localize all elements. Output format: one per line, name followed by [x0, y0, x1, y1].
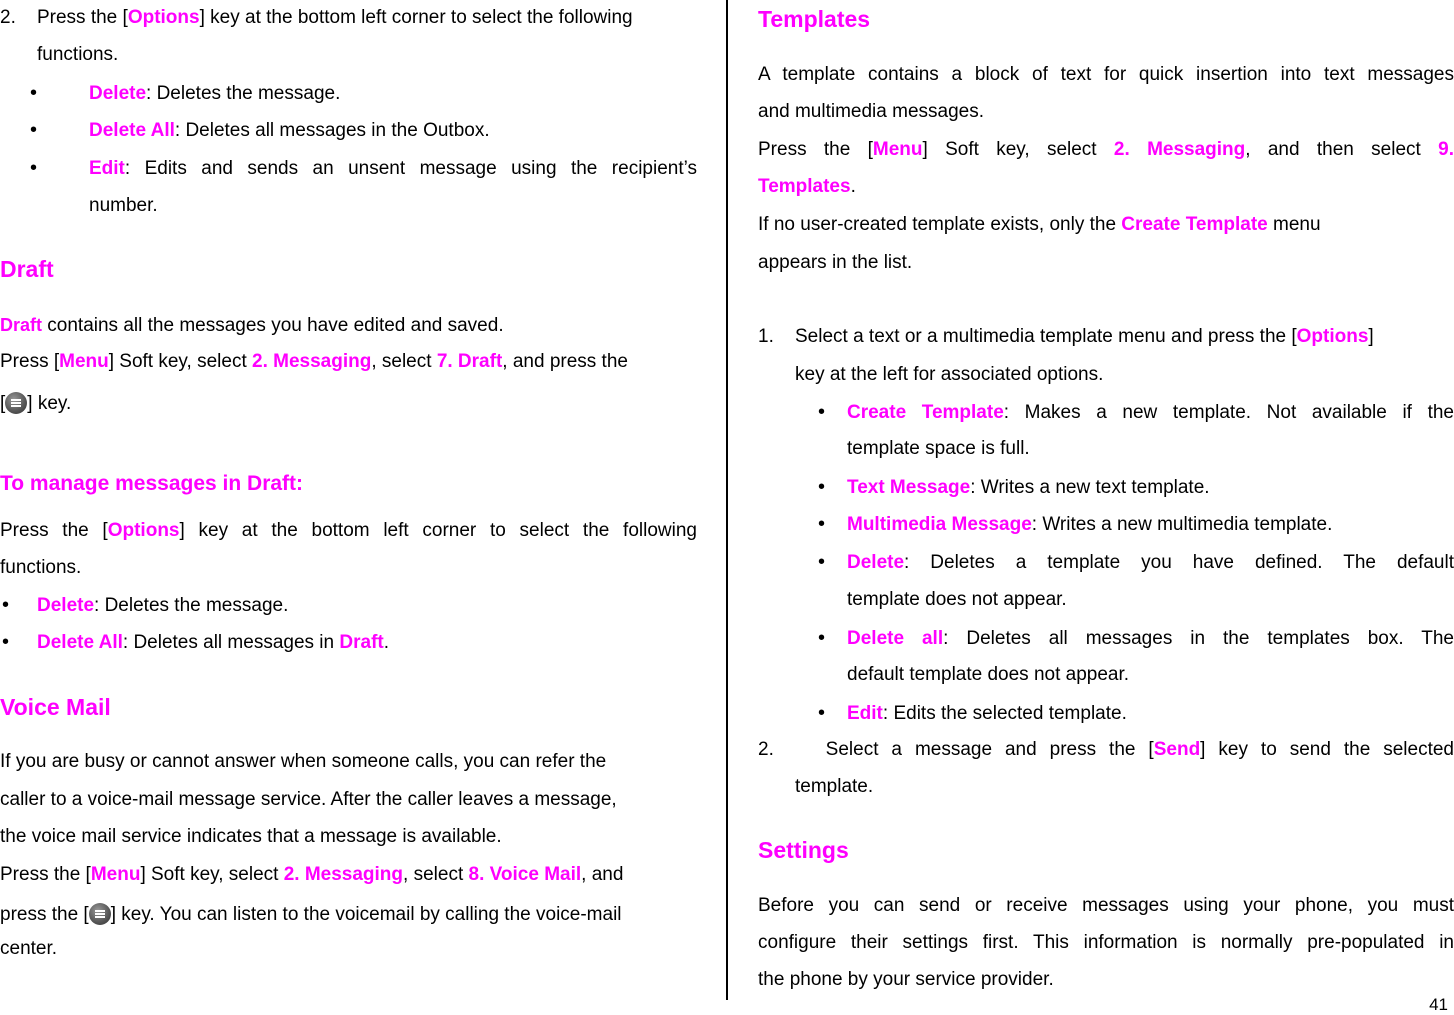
list-item: Edit: Edits the selected template.	[847, 703, 1127, 724]
templates-note: If no user-created template exists, only the Create Template menu	[758, 214, 1321, 235]
templates-instructions-line2: Templates.	[758, 176, 856, 197]
templates-step2: 2. Select a message and press the [Send] key to send the selected	[758, 739, 1454, 760]
templates-step2-line2: template.	[795, 776, 874, 797]
list-item: Delete: Deletes the message.	[37, 595, 289, 616]
bullet-icon: •	[2, 594, 10, 616]
list-item: Multimedia Message: Writes a new multimedia template.	[847, 514, 1333, 535]
settings-heading: Settings	[758, 837, 849, 863]
list-item: Delete: Deletes the message.	[89, 83, 341, 104]
templates-heading: Templates	[758, 6, 871, 32]
list-item: Create Template: Makes a new template. Not available if the	[847, 402, 1454, 423]
settings-text: the phone by your service provider.	[758, 969, 1054, 990]
voice-mail-instructions-line2: press the [ ] key. You can listen to the voicemail by calling the voice-mail	[0, 904, 622, 925]
bullet-icon: •	[818, 513, 826, 535]
bullet-icon: •	[818, 627, 826, 649]
draft-heading: Draft	[0, 256, 54, 282]
list-item: Text Message: Writes a new text template.	[847, 477, 1210, 498]
templates-note-line2: appears in the list.	[758, 252, 913, 273]
list-item: Delete: Deletes a template you have defined. The default	[847, 552, 1454, 573]
draft-intro: Draft contains all the messages you have edited and saved.	[0, 315, 504, 336]
list-item: Delete All: Deletes all messages in the Outbox.	[89, 120, 490, 141]
settings-text: Before you can send or receive messages using your phone, you must	[758, 895, 1454, 916]
voice-mail-text: caller to a voice-mail message service. After the caller leaves a message,	[0, 789, 617, 810]
settings-text: configure their settings first. This information is normally pre-populated in	[758, 932, 1454, 953]
manage-draft-heading: To manage messages in Draft:	[0, 472, 304, 495]
right-column	[758, 0, 1454, 1013]
draft-instructions: Press [Menu] Soft key, select 2. Messaging, select 7. Draft, and press the	[0, 351, 628, 372]
bullet-icon: •	[30, 82, 38, 104]
bullet-icon: •	[818, 401, 826, 423]
options-step-line: 2. Press the [Options] key at the bottom left corner to select the following	[0, 7, 633, 28]
voice-mail-instructions: Press the [Menu] Soft key, select 2. Messaging, select 8. Voice Mail, and	[0, 864, 624, 885]
list-item-continuation: number.	[89, 195, 158, 216]
draft-instructions-line2: [ ] key.	[0, 393, 72, 414]
voice-mail-heading: Voice Mail	[0, 694, 111, 720]
bullet-icon: •	[2, 631, 10, 653]
bullet-icon: •	[30, 157, 38, 179]
options-step-line2: functions.	[37, 44, 119, 65]
templates-intro-line2: and multimedia messages.	[758, 101, 984, 122]
bullet-icon: •	[30, 119, 38, 141]
page-number: 41	[1429, 995, 1448, 1014]
list-item: Delete all: Deletes all messages in the templates box. The	[847, 628, 1454, 649]
manage-draft-line2: functions.	[0, 557, 82, 578]
list-item-continuation: template space is full.	[847, 438, 1030, 459]
voice-mail-text: the voice mail service indicates that a message is available.	[0, 826, 502, 847]
templates-step1: 1. Select a text or a multimedia template menu and press the [Options]	[758, 326, 1374, 347]
templates-intro: A template contains a block of text for quick insertion into text messages	[758, 64, 1454, 85]
bullet-icon: •	[818, 702, 826, 724]
voice-mail-instructions-line3: center.	[0, 938, 58, 959]
templates-instructions: Press the [Menu] Soft key, select 2. Messaging, and then select 9.	[758, 139, 1454, 160]
bullet-icon: •	[818, 551, 826, 573]
list-item-continuation: default template does not appear.	[847, 664, 1130, 685]
voice-mail-text: If you are busy or cannot answer when someone calls, you can refer the	[0, 751, 607, 772]
list-item: Delete All: Deletes all messages in Draft.	[37, 632, 390, 653]
ok-key-icon	[5, 392, 27, 414]
column-divider	[726, 0, 728, 1000]
list-item-continuation: template does not appear.	[847, 589, 1067, 610]
left-column	[0, 0, 697, 1013]
list-item: Edit: Edits and sends an unsent message using the recipient’s	[89, 158, 697, 179]
manage-draft-line1: Press the [Options] key at the bottom left corner to select the following	[0, 520, 697, 541]
bullet-icon: •	[818, 476, 826, 498]
templates-step1-line2: key at the left for associated options.	[795, 364, 1104, 385]
ok-key-icon	[89, 903, 111, 925]
